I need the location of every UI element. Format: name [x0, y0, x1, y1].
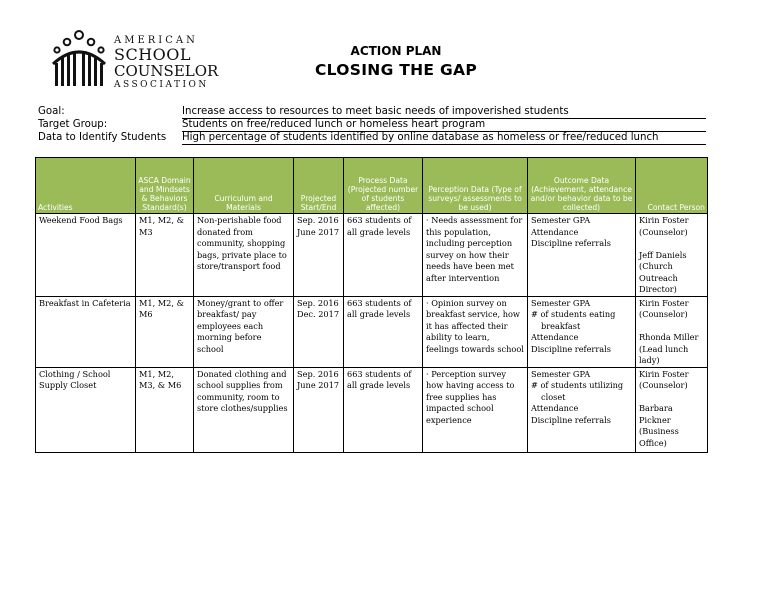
plan-info: [38, 106, 706, 145]
table-header-row: [36, 158, 708, 214]
outcome-line: Attendance: [531, 403, 579, 413]
logo-line-school: SCHOOL: [114, 45, 192, 64]
target-group-label: Target Group:: [38, 119, 108, 130]
dates-cell: Sep. 2016 June 2017: [294, 214, 344, 297]
asca-logo: [52, 30, 219, 90]
outcome-cell: [528, 367, 636, 452]
process-cell: 663 students of all grade levels: [344, 367, 423, 452]
table-row: [36, 296, 708, 367]
header-contact: Contact Person: [636, 158, 708, 214]
curriculum-cell: Donated clothing and school supplies from community, room to store clothes/supplies: [194, 367, 294, 452]
activity-cell: Breakfast in Cafeteria: [36, 296, 136, 367]
table-row: [36, 214, 708, 297]
outcome-line: Semester GPA: [531, 215, 591, 225]
header-perception-data: Perception Data (Type of surveys/ assessments to be used): [423, 158, 528, 214]
perception-cell: · Perception survey how having access to free supplies has impacted school experience: [423, 367, 528, 452]
identify-value: High percentage of students identified by online database as homeless or free/reduced lunch: [182, 132, 706, 145]
asca-wordmark: [114, 36, 218, 90]
standards-cell: M1, M2, M3, & M6: [136, 367, 194, 452]
outcome-line: Semester GPA: [531, 297, 591, 308]
outcome-cell: [528, 214, 636, 297]
header-dates: Projected Start/End: [294, 158, 344, 214]
perception-cell: · Needs assessment for this population, including perception survey on how their needs have been met after intervention: [423, 214, 528, 297]
outcome-cell: [528, 296, 636, 367]
process-cell: 663 students of all grade levels: [344, 296, 423, 367]
header-process-data: Process Data (Projected number of students affected): [344, 158, 423, 214]
action-plan-table: [35, 157, 708, 453]
outcome-line: Attendance: [531, 226, 579, 237]
outcome-line: Attendance: [531, 332, 579, 342]
header-activities: Activities: [36, 158, 136, 214]
dates-cell: Sep. 2016 June 2017: [294, 367, 344, 452]
outcome-line: Discipline referrals: [531, 238, 611, 248]
identify-row: [38, 132, 706, 145]
outcome-line: closet: [541, 391, 566, 402]
identify-label: Data to Identify Students: [38, 132, 167, 143]
outcome-line: Semester GPA: [531, 368, 591, 379]
goal-label: Goal:: [38, 106, 65, 117]
logo-line-american: AMERICAN: [114, 35, 198, 46]
goal-row: [38, 106, 706, 119]
page-subtitle: CLOSING THE GAP: [314, 61, 477, 79]
standards-cell: M1, M2, & M6: [136, 296, 194, 367]
contact-cell: Kirin Foster (Counselor) Barbara Pickner (Business Office): [636, 367, 708, 452]
activity-cell: Weekend Food Bags: [36, 214, 136, 297]
outcome-line: breakfast: [541, 320, 581, 331]
activity-cell: Clothing / School Supply Closet: [36, 367, 136, 452]
outcome-line: # of students utilizing: [531, 380, 624, 390]
table-row: [36, 367, 708, 452]
page-title: ACTION PLAN: [350, 44, 442, 58]
logo-line-association: ASSOCIATION: [114, 80, 209, 90]
target-group-value: Students on free/reduced lunch or homeless heart program: [182, 119, 706, 132]
header-standards: ASCA Domain and Mindsets & Behaviors Standard(s): [136, 158, 194, 214]
outcome-line: Discipline referrals: [531, 414, 611, 425]
perception-cell: · Opinion survey on breakfast service, how it has affected their ability to learn, feelings towards school: [423, 296, 528, 367]
goal-value: Increase access to resources to meet basic needs of impoverished students: [182, 106, 706, 119]
curriculum-cell: Money/grant to offer breakfast/ pay employees each morning before school: [194, 296, 294, 367]
outcome-line: Discipline referrals: [531, 343, 611, 354]
dates-cell: Sep. 2016 Dec. 2017: [294, 296, 344, 367]
standards-cell: M1, M2, & M3: [136, 214, 194, 297]
outcome-line: # of students eating: [531, 309, 616, 319]
header-outcome-data: Outcome Data (Achievement, attendance and/or behavior data to be collected): [528, 158, 636, 214]
contact-cell: Kirin Foster (Counselor) Rhonda Miller (Lead lunch lady): [636, 296, 708, 367]
logo-line-counselor: COUNSELOR: [114, 62, 219, 80]
contact-cell: Kirin Foster (Counselor) Jeff Daniels (Church Outreach Director): [636, 214, 708, 297]
target-group-row: [38, 119, 706, 132]
title-block: [290, 44, 502, 79]
process-cell: 663 students of all grade levels: [344, 214, 423, 297]
asca-logo-mark: [52, 30, 108, 88]
curriculum-cell: Non-perishable food donated from community, shopping bags, private place to store/transport food: [194, 214, 294, 297]
header-curriculum: Curriculum and Materials: [194, 158, 294, 214]
